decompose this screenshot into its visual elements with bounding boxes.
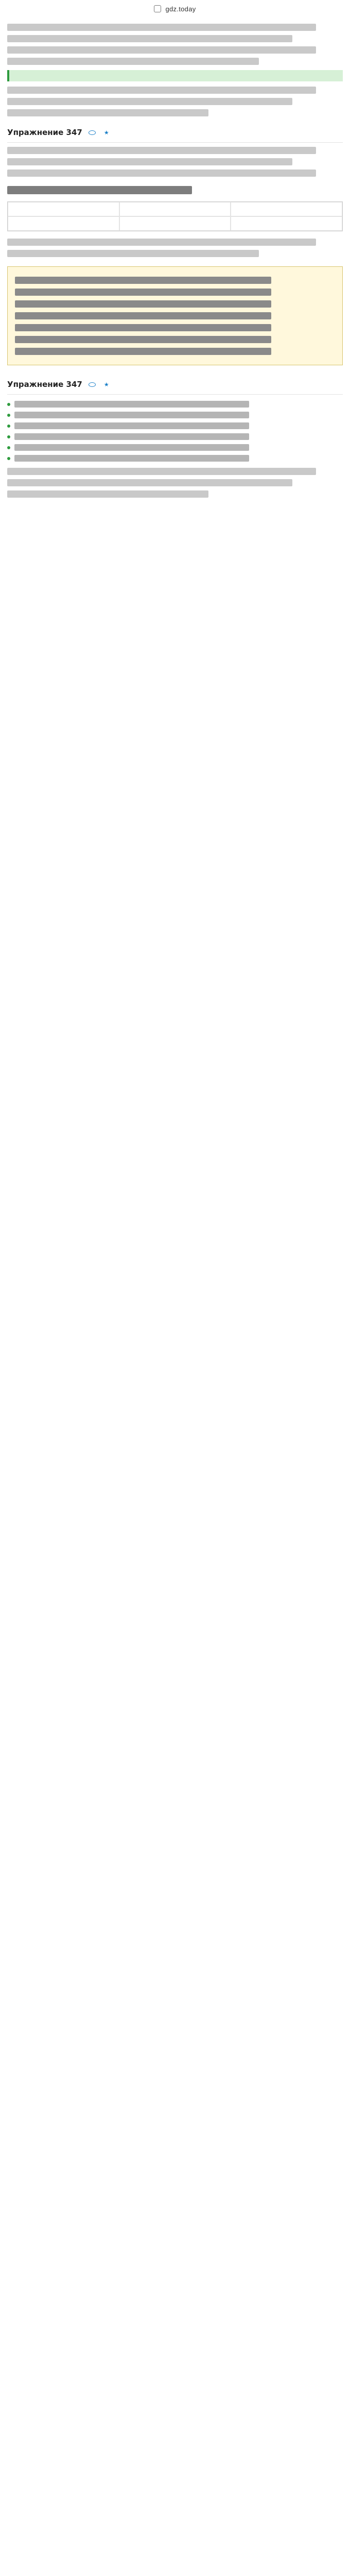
bullet-icon: [7, 425, 10, 428]
exercise-title: Упражнение 347: [7, 380, 82, 389]
list-item: [7, 444, 343, 451]
exercise-header: [7, 123, 343, 143]
paragraph: [7, 170, 316, 177]
bullet-icon: [7, 446, 10, 449]
paragraph: [7, 24, 316, 31]
paragraph: [7, 490, 208, 498]
eye-icon: [89, 382, 96, 387]
paragraph: [7, 58, 259, 65]
table-cell: [231, 216, 342, 231]
list-item: [7, 412, 343, 418]
rules-section: [7, 266, 343, 365]
bullet-icon: [7, 414, 10, 417]
bullet-icon: [7, 457, 10, 460]
table: [7, 201, 343, 231]
paragraph: [7, 158, 292, 165]
page-end: [7, 502, 343, 522]
table-cell: [231, 202, 342, 216]
rule-line: [15, 348, 271, 355]
table-cell: [8, 202, 119, 216]
rating-counter[interactable]: [104, 129, 111, 136]
bullet-icon: [7, 403, 10, 406]
list-item: [7, 433, 343, 440]
site-header: [7, 0, 343, 18]
exercise-title: Упражнение 347: [7, 128, 82, 137]
logo-icon: [154, 5, 161, 12]
paragraph: [7, 87, 316, 94]
intro-text: [7, 24, 343, 116]
table-cell: [8, 216, 119, 231]
paragraph: [7, 35, 292, 42]
rule-line: [15, 289, 271, 296]
highlight-line: [7, 70, 343, 81]
rules-box: [7, 266, 343, 365]
rule-line: [15, 300, 271, 308]
exercise-section-2: [7, 375, 343, 498]
star-icon: ★: [103, 381, 109, 388]
list-item: [7, 401, 343, 408]
bullet-icon: [7, 435, 10, 438]
rule-line: [15, 336, 271, 343]
eye-icon: [89, 130, 96, 135]
exercise-section-1: [7, 123, 343, 257]
paragraph: [7, 468, 316, 475]
list-item: [7, 455, 343, 462]
table-cell: [119, 202, 231, 216]
rule-line: [15, 277, 271, 284]
views-counter: [89, 382, 98, 387]
paragraph: [7, 239, 316, 246]
rule-line: [15, 312, 271, 319]
rating-counter[interactable]: [104, 381, 111, 388]
rules-list: [7, 401, 343, 462]
list-item: [7, 422, 343, 429]
rule-line: [15, 324, 271, 331]
paragraph: [7, 98, 292, 105]
site-logo[interactable]: gdz.today: [165, 5, 196, 13]
paragraph: [7, 250, 259, 257]
paragraph: [7, 109, 208, 116]
table-cell: [119, 216, 231, 231]
paragraph: [7, 147, 316, 154]
paragraph: [7, 46, 316, 54]
exercise-header: [7, 375, 343, 395]
views-counter: [89, 130, 98, 135]
paragraph: [7, 479, 292, 486]
star-icon: ★: [103, 129, 109, 136]
block-title: [7, 186, 192, 194]
